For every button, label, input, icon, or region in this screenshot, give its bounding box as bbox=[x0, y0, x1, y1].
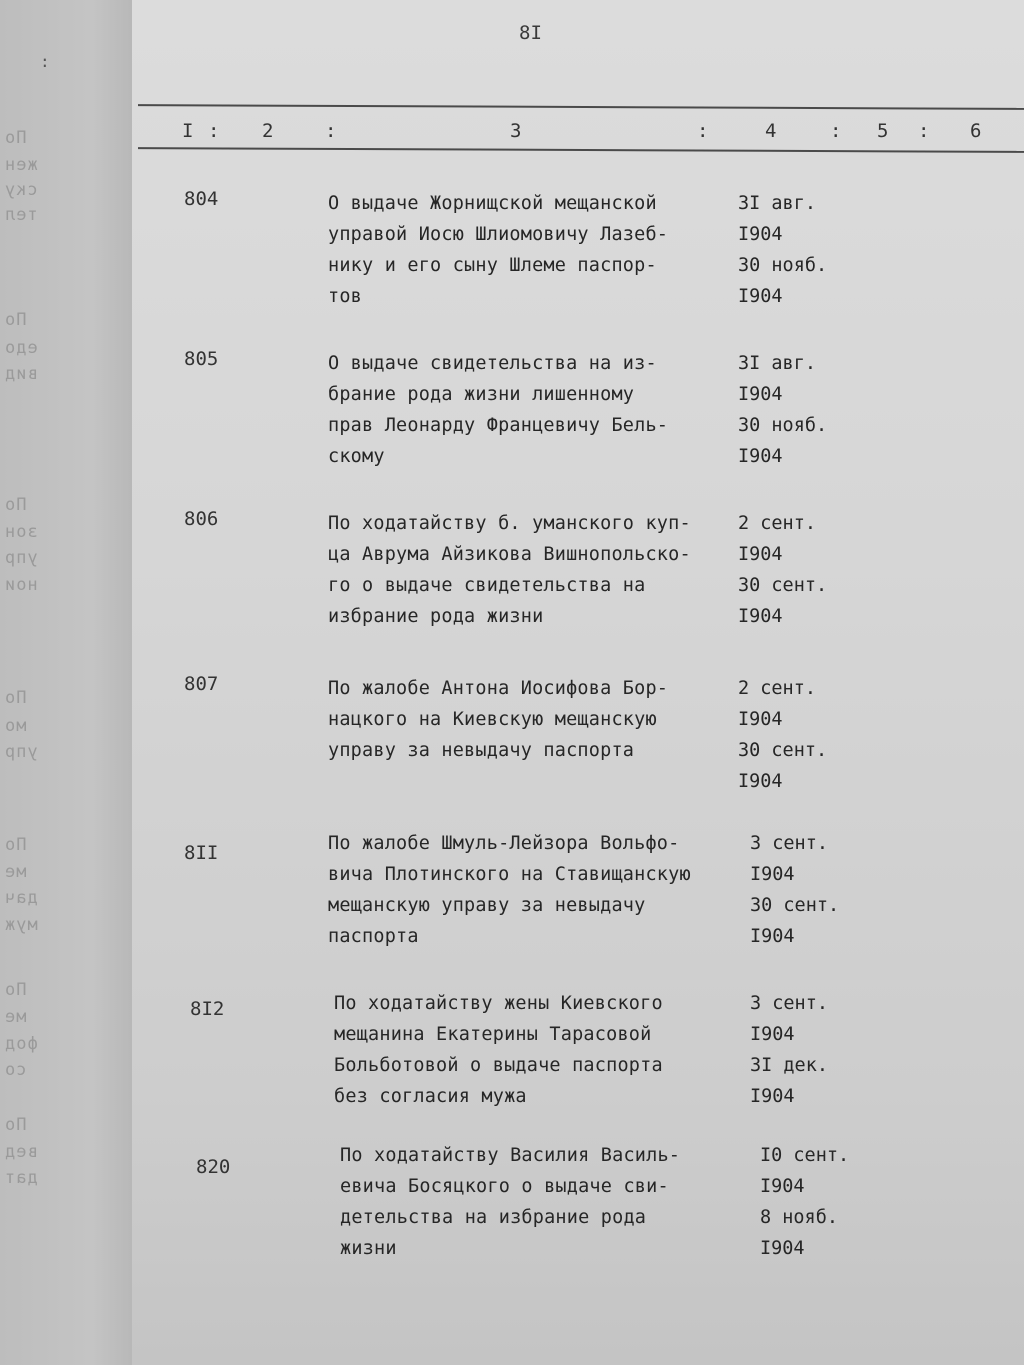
column-separator: : bbox=[208, 120, 220, 142]
header-rule-top bbox=[138, 104, 1024, 110]
column-separator: : bbox=[697, 120, 709, 142]
bleed-through-text: зон bbox=[4, 522, 38, 542]
title-line: без согласия мужа bbox=[334, 1086, 527, 1107]
title-line: избрание рода жизни bbox=[328, 606, 544, 627]
bleed-through-text: упр bbox=[4, 742, 38, 762]
title-line: управой Иосю Шлиомовичу Лазеб- bbox=[328, 224, 669, 245]
entry-title bbox=[340, 1140, 760, 1264]
date-line: I904 bbox=[738, 709, 783, 730]
bleed-through-text: ме bbox=[4, 1007, 27, 1027]
bleed-through-text: вид bbox=[4, 364, 38, 384]
title-line: мещанскую управу за невыдачу bbox=[328, 895, 646, 916]
date-line: I904 bbox=[738, 544, 783, 565]
title-line: По ходатайству Василия Василь- bbox=[340, 1145, 681, 1166]
title-line: нацкого на Киевскую мещанскую bbox=[328, 709, 657, 730]
date-line: I904 bbox=[738, 771, 783, 792]
title-line: мещанина Екатерины Тарасовой bbox=[334, 1024, 652, 1045]
facing-page-edge bbox=[0, 0, 132, 1365]
entry-dates bbox=[738, 348, 827, 472]
title-line: По ходатайству б. уманского куп- bbox=[328, 513, 691, 534]
bleed-through-text: ску bbox=[4, 180, 38, 200]
bleed-through-text: По bbox=[4, 688, 27, 708]
entry-title bbox=[328, 673, 748, 766]
date-line: I904 bbox=[738, 446, 783, 467]
column-header-6: 6 bbox=[970, 120, 982, 142]
title-line: По ходатайству жены Киевского bbox=[334, 993, 663, 1014]
entry-number: 807 bbox=[184, 673, 219, 695]
title-line: По жалобе Шмуль-Лейзора Вольфо- bbox=[328, 833, 680, 854]
entry-dates bbox=[738, 673, 827, 797]
column-header-4: 4 bbox=[765, 120, 777, 142]
date-line: 2 сент. bbox=[738, 513, 816, 534]
date-line: 8 нояб. bbox=[760, 1207, 838, 1228]
date-line: I904 bbox=[750, 1024, 795, 1045]
bleed-through-text: тел bbox=[4, 205, 38, 225]
column-separator: : bbox=[918, 120, 930, 142]
title-line: О выдаче Жорнищской мещанской bbox=[328, 193, 657, 214]
date-line: I0 сент. bbox=[760, 1145, 850, 1166]
entry-number: 8II bbox=[184, 842, 219, 864]
title-line: управу за невыдачу паспорта bbox=[328, 740, 635, 761]
date-line: I904 bbox=[760, 1238, 805, 1259]
entry-dates bbox=[760, 1140, 849, 1264]
date-line: 2 сент. bbox=[738, 678, 816, 699]
title-line: детельства на избрание рода bbox=[340, 1207, 647, 1228]
title-line: брание рода жизни лишенному bbox=[328, 384, 635, 405]
title-line: Больботовой о выдаче паспорта bbox=[334, 1055, 663, 1076]
bleed-through-text: со bbox=[4, 1060, 27, 1080]
column-header-3: 3 bbox=[510, 120, 522, 142]
entry-dates bbox=[750, 988, 828, 1112]
entry-number: 8I2 bbox=[190, 998, 225, 1020]
document-page bbox=[132, 0, 1024, 1365]
date-line: 3I авг. bbox=[738, 193, 816, 214]
column-header-2: 2 bbox=[262, 120, 274, 142]
bleed-through-text: дач bbox=[4, 888, 38, 908]
column-separator: : bbox=[830, 120, 842, 142]
entry-title bbox=[328, 348, 748, 472]
entry-number: 820 bbox=[196, 1156, 231, 1178]
header-rule-bottom bbox=[138, 147, 1024, 153]
bleed-through-text: ме bbox=[4, 862, 27, 882]
entry-dates bbox=[750, 828, 839, 952]
bleed-through-text: жен bbox=[4, 155, 38, 175]
title-line: паспорта bbox=[328, 926, 419, 947]
date-line: I904 bbox=[750, 1086, 795, 1107]
title-line: ца Аврума Айзикова Вишнопольско- bbox=[328, 544, 691, 565]
bleed-through-text: нои bbox=[4, 575, 38, 595]
date-line: I904 bbox=[750, 926, 795, 947]
entry-title bbox=[328, 508, 748, 632]
bleed-through-text: дат bbox=[4, 1168, 38, 1188]
date-line: 3 сент. bbox=[750, 833, 828, 854]
bleed-through-text: По bbox=[4, 310, 27, 330]
bleed-through-text: упр bbox=[4, 548, 38, 568]
colon-mark: : bbox=[40, 52, 50, 71]
entry-title bbox=[334, 988, 754, 1112]
date-line: 3 сент. bbox=[750, 993, 828, 1014]
date-line: 30 сент. bbox=[738, 575, 828, 596]
date-line: 30 нояб. bbox=[738, 255, 828, 276]
entry-title bbox=[328, 188, 748, 312]
title-line: евича Босяцкого о выдаче сви- bbox=[340, 1176, 669, 1197]
date-line: I904 bbox=[738, 286, 783, 307]
bleed-through-text: По bbox=[4, 980, 27, 1000]
date-line: 30 нояб. bbox=[738, 415, 828, 436]
entry-dates bbox=[738, 188, 827, 312]
title-line: нику и его сыну Шлеме паспор- bbox=[328, 255, 657, 276]
bleed-through-text: По bbox=[4, 495, 27, 515]
title-line: тов bbox=[328, 286, 363, 307]
title-line: О выдаче свидетельства на из- bbox=[328, 353, 657, 374]
date-line: 30 сент. bbox=[750, 895, 840, 916]
entry-number: 806 bbox=[184, 508, 219, 530]
bleed-through-text: По bbox=[4, 1115, 27, 1135]
date-line: I904 bbox=[738, 606, 783, 627]
bleed-through-text: По bbox=[4, 835, 27, 855]
date-line: 3I авг. bbox=[738, 353, 816, 374]
date-line: I904 bbox=[738, 384, 783, 405]
bleed-through-text: мо bbox=[4, 716, 27, 736]
date-line: I904 bbox=[750, 864, 795, 885]
title-line: По жалобе Антона Иосифова Бор- bbox=[328, 678, 669, 699]
page-number: 8I bbox=[519, 22, 542, 44]
column-header-5: 5 bbox=[877, 120, 889, 142]
title-line: прав Леонарду Францевичу Бель- bbox=[328, 415, 669, 436]
bleed-through-text: фод bbox=[4, 1034, 38, 1054]
bleed-through-text: муж bbox=[4, 915, 38, 935]
bleed-through-text: едо bbox=[4, 338, 38, 358]
date-line: 3I дек. bbox=[750, 1055, 828, 1076]
title-line: вича Плотинского на Ставищанскую bbox=[328, 864, 691, 885]
date-line: I904 bbox=[760, 1176, 805, 1197]
entry-number: 804 bbox=[184, 188, 219, 210]
bleed-through-text: По bbox=[4, 128, 27, 148]
title-line: скому bbox=[328, 446, 385, 467]
title-line: го о выдаче свидетельства на bbox=[328, 575, 646, 596]
bleed-through-text: вед bbox=[4, 1142, 38, 1162]
title-line: жизни bbox=[340, 1238, 397, 1259]
entry-dates bbox=[738, 508, 827, 632]
column-separator: : bbox=[325, 120, 337, 142]
column-header-1: I bbox=[182, 120, 194, 142]
date-line: I904 bbox=[738, 224, 783, 245]
date-line: 30 сент. bbox=[738, 740, 828, 761]
entry-number: 805 bbox=[184, 348, 219, 370]
entry-title bbox=[328, 828, 748, 952]
